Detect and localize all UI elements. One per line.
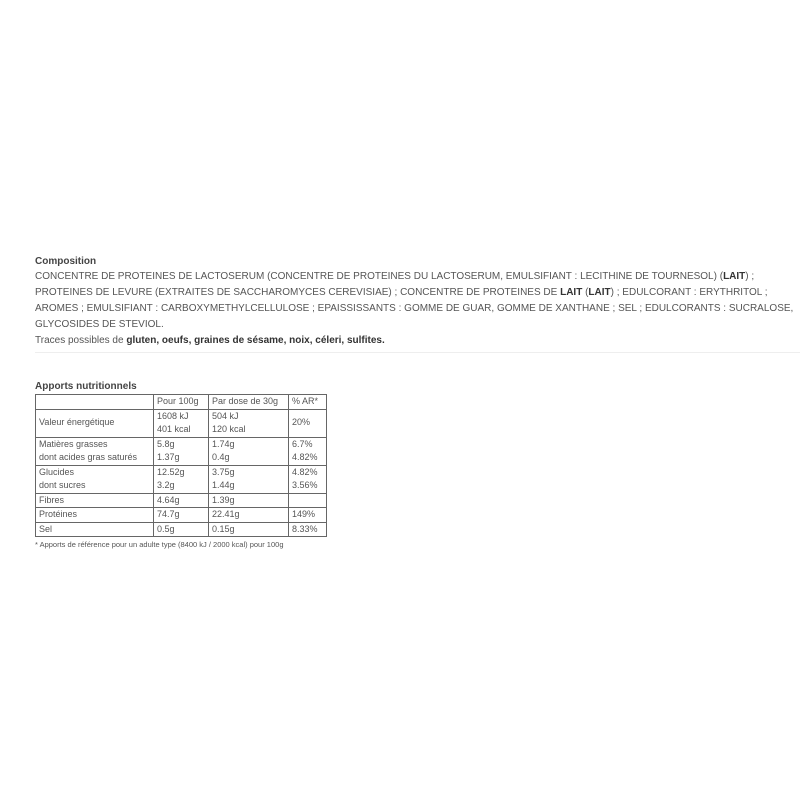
ingredients-list: [35, 269, 795, 333]
salt-label: Sel: [36, 522, 154, 537]
allergen-highlight: LAIT: [723, 271, 746, 282]
sugars-100g: 3.2g: [157, 480, 175, 490]
energy-kcal-dose: 120 kcal: [212, 424, 246, 434]
traces-prefix: Traces possibles de: [35, 335, 127, 346]
fat-label: [36, 437, 154, 465]
carbs-100g: 12.52g: [157, 466, 185, 477]
nutrition-title: Apports nutritionnels: [35, 381, 137, 392]
saturated-100g: 1.37g: [157, 452, 180, 462]
protein-100g: 74.7g: [154, 508, 209, 523]
table-row-carbs: [36, 465, 327, 493]
fat-ar: [289, 437, 327, 465]
carbs-per-100g: [154, 465, 209, 493]
carbs-ar: [289, 465, 327, 493]
allergen-highlight: LAIT: [588, 287, 611, 298]
energy-kj-100g: 1608 kJ: [157, 410, 189, 421]
protein-label: Protéines: [36, 508, 154, 523]
saturated-ar-value: 4.82%: [292, 452, 318, 462]
sugars-dose: 1.44g: [212, 480, 235, 490]
fat-dose: 1.74g: [212, 438, 235, 449]
sugars-ar-value: 3.56%: [292, 480, 318, 490]
salt-100g: 0.5g: [154, 522, 209, 537]
ingredient-text: ) ; PROTEINES DE LEVURE (EXTRAITES DE SACCHAROMYCES CEREVISIAE) ; CONCENTRE DE PROTEINES DE: [35, 271, 755, 298]
fibre-100g: 4.64g: [154, 493, 209, 508]
header-blank: [36, 395, 154, 410]
allergen-highlight: LAIT: [560, 287, 583, 298]
table-row-protein: [36, 508, 327, 523]
energy-kcal-100g: 401 kcal: [157, 424, 191, 434]
ingredient-text: CONCENTRE DE PROTEINES DE LACTOSERUM (CONCENTRE DE PROTEINES DU LACTOSERUM, EMULSIFIANT : LECITHINE DE TOURNESOL) (: [35, 271, 724, 282]
traces-line: [35, 333, 795, 349]
carbs-ar-value: 4.82%: [292, 466, 318, 477]
protein-ar: 149%: [289, 508, 327, 523]
fibre-label: Fibres: [36, 493, 154, 508]
energy-label: Valeur énergétique: [36, 409, 154, 437]
nutrition-header-row: [36, 395, 327, 410]
traces-allergens: gluten, oeufs, graines de sésame, noix, céleri, sulfites.: [126, 335, 385, 346]
composition-text: [35, 269, 795, 349]
fat-ar-value: 6.7%: [292, 438, 313, 449]
header-ar: % AR*: [289, 395, 327, 410]
fat-100g: 5.8g: [157, 438, 175, 449]
table-row-energy: [36, 409, 327, 437]
energy-per-100g: [154, 409, 209, 437]
sugars-label: dont sucres: [39, 480, 86, 490]
fibre-ar: [289, 493, 327, 508]
energy-per-dose: [209, 409, 289, 437]
energy-ar: 20%: [289, 409, 327, 437]
carbs-per-dose: [209, 465, 289, 493]
fibre-dose: 1.39g: [209, 493, 289, 508]
ingredient-text: (: [582, 287, 589, 298]
table-row-fibre: [36, 493, 327, 508]
salt-ar: 8.33%: [289, 522, 327, 537]
salt-dose: 0.15g: [209, 522, 289, 537]
fat-per-100g: [154, 437, 209, 465]
section-divider: [35, 352, 800, 353]
table-row-salt: [36, 522, 327, 537]
fat-label-main: Matières grasses: [39, 438, 108, 449]
nutrition-table: [35, 394, 327, 537]
header-per-dose: Par dose de 30g: [209, 395, 289, 410]
carbs-label: [36, 465, 154, 493]
ingredient-text: ) ; EDULCORANT : ERYTHRITOL ; AROMES ; EMULSIFIANT : CARBOXYMETHYLCELLULOSE ; EPAISSISSANTS : GOMME DE GUAR, GOMME DE XANTHANE ; SEL ; EDULCORANTS : SUCRALOSE, GLYCOSIDES DE STEVIOL.: [35, 287, 794, 330]
composition-title: Composition: [35, 256, 97, 267]
saturated-dose: 0.4g: [212, 452, 230, 462]
nutrition-footnote: * Apports de référence pour un adulte type (8400 kJ / 2000 kcal) pour 100g: [35, 540, 284, 549]
header-per-100g: Pour 100g: [154, 395, 209, 410]
table-row-fat: [36, 437, 327, 465]
fat-per-dose: [209, 437, 289, 465]
protein-dose: 22.41g: [209, 508, 289, 523]
carbs-dose: 3.75g: [212, 466, 235, 477]
saturated-label: dont acides gras saturés: [39, 452, 138, 462]
carbs-label-main: Glucides: [39, 466, 75, 477]
energy-kj-dose: 504 kJ: [212, 410, 239, 421]
